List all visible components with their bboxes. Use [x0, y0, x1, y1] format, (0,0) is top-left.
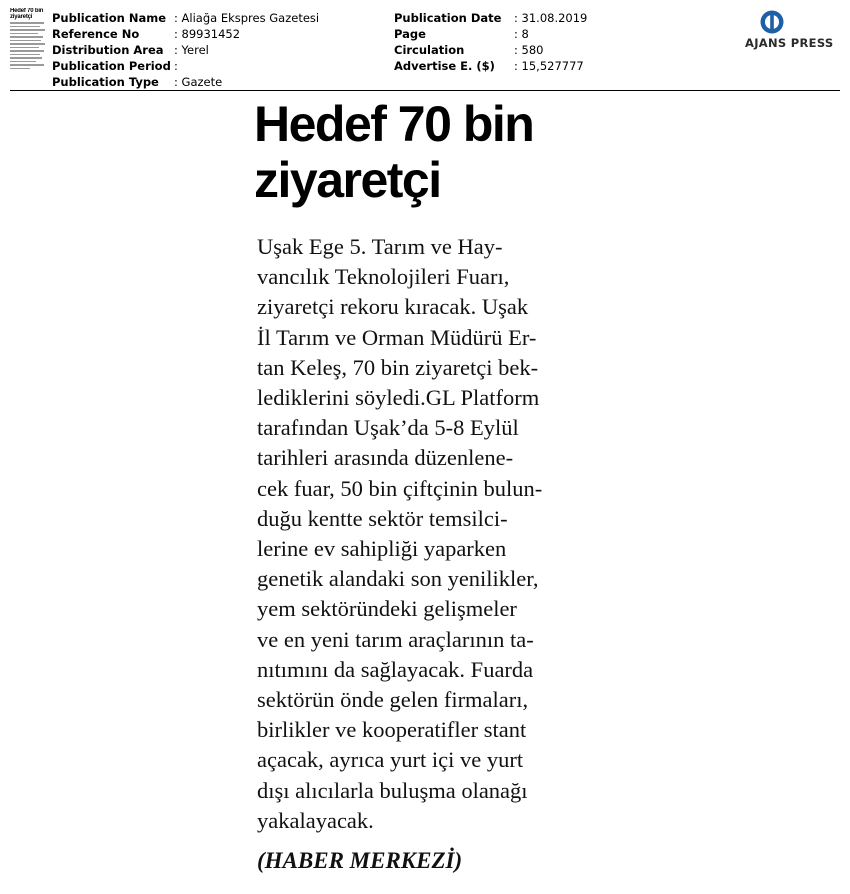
logo-text: AJANS PRESS	[745, 36, 834, 50]
meta-label: Page	[394, 27, 426, 41]
meta-value: : 31.08.2019	[514, 11, 588, 25]
body-line: ziyaretçi rekoru kıracak. Uşak	[257, 294, 529, 320]
body-line: vancılık Teknolojileri Fuarı,	[257, 264, 510, 290]
headline-line: ziyaretçi	[254, 152, 441, 208]
meta-row-publication-name	[52, 10, 319, 26]
meta-row-distribution-area	[52, 42, 319, 58]
clipping-thumbnail	[10, 8, 48, 88]
article-headline	[254, 96, 634, 208]
meta-value: : Yerel	[174, 43, 209, 57]
body-line: yem sektöründeki gelişmeler	[257, 596, 517, 622]
meta-row-publication-period	[52, 58, 319, 74]
ajans-press-logo-icon	[760, 10, 784, 34]
body-line: sektörün önde gelen firmaları,	[257, 687, 529, 713]
publication-meta-left	[52, 10, 319, 90]
body-line: genetik alandaki son yenilikler,	[257, 566, 539, 592]
meta-label: Publication Name	[52, 11, 167, 25]
meta-label: Publication Type	[52, 75, 159, 89]
body-line: duğu kentte sektör temsilci-	[257, 505, 508, 531]
body-line: yakalayacak.	[257, 807, 374, 833]
body-line: tan Keleş, 70 bin ziyaretçi bek-	[257, 354, 539, 380]
meta-row-publication-date	[394, 10, 587, 26]
meta-value: : Gazete	[174, 75, 223, 89]
meta-label: Distribution Area	[52, 43, 164, 57]
body-line: lediklerini söyledi.GL Platform	[257, 385, 540, 411]
meta-label: Publication Period	[52, 59, 171, 73]
body-line: dışı alıcılarla buluşma olanağı	[257, 777, 528, 803]
body-line: tarafından Uşak’da 5-8 Eylül	[257, 415, 519, 441]
meta-row-circulation	[394, 42, 587, 58]
body-line: ve en yeni tarım araçlarının ta-	[257, 626, 534, 652]
meta-label: Advertise E. ($)	[394, 59, 495, 73]
article-body	[257, 232, 597, 836]
meta-value: : 580	[514, 43, 544, 57]
body-line: nıtımını da sağlayacak. Fuarda	[257, 656, 534, 682]
body-line: Uşak Ege 5. Tarım ve Hay-	[257, 234, 503, 259]
meta-row-advertise-equivalent	[394, 58, 587, 74]
body-line: lerine ev sahipliği yaparken	[257, 536, 507, 562]
meta-value: : Aliağa Ekspres Gazetesi	[174, 11, 320, 25]
meta-row-page	[394, 26, 587, 42]
body-line: tarihleri arasında düzenlene-	[257, 445, 514, 471]
meta-label: Circulation	[394, 43, 465, 57]
meta-row-publication-type	[52, 74, 319, 90]
meta-value: :	[174, 59, 178, 73]
header-divider	[10, 90, 840, 91]
thumbnail-title: Hedef 70 bin ziyaretçi	[10, 8, 44, 20]
publication-meta-right	[394, 10, 587, 74]
headline-line: Hedef 70 bin	[254, 96, 534, 152]
body-line: birlikler ve kooperatifler stant	[257, 717, 527, 743]
meta-value: : 8	[514, 27, 529, 41]
meta-value: : 89931452	[174, 27, 241, 41]
body-line: açacak, ayrıca yurt içi ve yurt	[257, 747, 524, 773]
body-line: İl Tarım ve Orman Müdürü Er-	[257, 324, 537, 350]
meta-label: Publication Date	[394, 11, 502, 25]
meta-row-reference-no	[52, 26, 319, 42]
body-line: cek fuar, 50 bin çiftçinin bulun-	[257, 475, 543, 501]
article-byline: (HABER MERKEZİ)	[257, 848, 463, 873]
meta-value: : 15,527777	[514, 59, 584, 73]
meta-label: Reference No	[52, 27, 140, 41]
ajans-press-logo	[742, 10, 836, 50]
